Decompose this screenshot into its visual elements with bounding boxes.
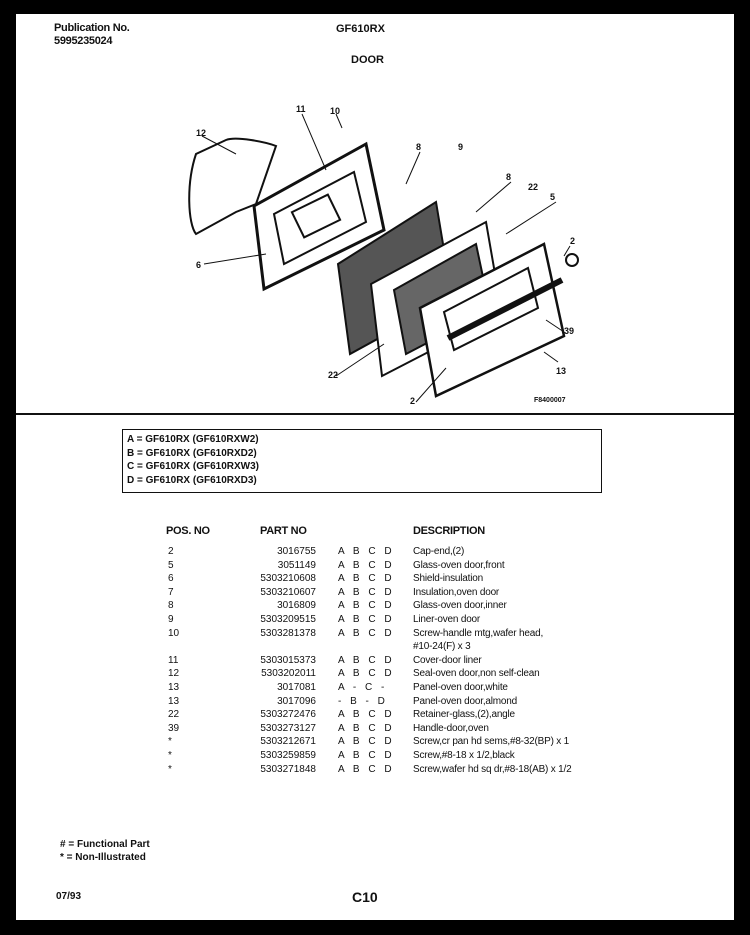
legend-entry: A = GF610RX (GF610RXW2)	[127, 434, 259, 445]
part-cell: 5303212671	[260, 736, 316, 748]
publication-number: 5995235024	[54, 35, 113, 47]
footnotes	[60, 838, 150, 864]
models-cell: A B C D	[338, 722, 395, 734]
legend-entry: C = GF610RX (GF610RXW3)	[127, 461, 259, 472]
page-number: C10	[352, 889, 378, 905]
svg-text:6: 6	[196, 260, 202, 270]
part-cell: 5303202011	[261, 668, 316, 680]
figure-code: F8400007	[534, 397, 566, 404]
parts-row	[16, 586, 734, 600]
section-title: DOOR	[351, 54, 384, 66]
part-cell: 5303209515	[260, 613, 316, 625]
column-header-description: DESCRIPTION	[413, 525, 485, 537]
parts-row	[16, 545, 734, 559]
pos-cell: 39	[168, 722, 180, 734]
description-cell: Handle-door,oven	[413, 722, 489, 734]
footnote-functional: # = Functional Part	[60, 839, 150, 850]
publication-label: Publication No.	[54, 22, 130, 34]
part-cell: 5303210607	[260, 586, 316, 598]
models-cell: A B C D	[338, 573, 395, 585]
description-cell: Insulation,oven door	[413, 586, 500, 598]
footer-date: 07/93	[56, 891, 82, 902]
section-divider	[16, 413, 734, 415]
models-cell: A B C D	[338, 668, 395, 680]
svg-text:9: 9	[458, 142, 464, 152]
column-header-pos: POS. NO	[166, 525, 210, 537]
models-cell: A B C D	[338, 709, 395, 721]
parts-row	[16, 559, 734, 573]
description-cell: Glass-oven door,front	[413, 559, 505, 571]
pos-cell: 13	[168, 695, 180, 707]
svg-text:2: 2	[570, 236, 576, 246]
parts-row	[16, 654, 734, 668]
publication-block	[54, 22, 130, 48]
parts-sheet	[16, 14, 734, 920]
svg-text:13: 13	[556, 366, 567, 376]
parts-row	[16, 681, 734, 695]
parts-row	[16, 613, 734, 627]
svg-text:2: 2	[410, 396, 416, 404]
svg-text:8: 8	[416, 142, 422, 152]
pos-cell: *	[168, 736, 172, 748]
models-cell: A B C D	[338, 559, 395, 571]
models-cell: - B - D	[338, 695, 388, 707]
part-cell: 3017096	[277, 695, 316, 707]
description-cell: Shield-insulation	[413, 573, 483, 585]
pos-cell: 9	[168, 613, 174, 625]
part-cell: 5303259859	[260, 749, 316, 761]
models-cell: A B C D	[338, 654, 395, 666]
parts-row	[16, 708, 734, 722]
part-cell: 3017081	[277, 681, 316, 693]
parts-row	[16, 763, 734, 777]
pos-cell: 13	[168, 681, 180, 693]
svg-text:5: 5	[550, 192, 556, 202]
description-cell: Screw,cr pan hd sems,#8-32(BP) x 1	[413, 736, 570, 748]
models-cell: A B C D	[338, 546, 395, 557]
description-cell: Liner-oven door	[413, 613, 481, 625]
column-header-part: PART NO	[260, 525, 307, 537]
description-cell: Screw,#8-18 x 1/2,black	[413, 749, 515, 761]
part-cell: 3016809	[277, 600, 316, 612]
parts-row	[16, 667, 734, 681]
part-cell: 5303281378	[260, 627, 316, 639]
parts-row	[16, 640, 734, 654]
part-cell: 5303210608	[260, 573, 316, 585]
parts-row	[16, 627, 734, 641]
models-cell: A B C D	[338, 736, 395, 748]
description-cell: Seal-oven door,non self-clean	[413, 668, 540, 680]
footnote-non-illustrated: * = Non-Illustrated	[60, 852, 146, 863]
description-cell: Cap-end,(2)	[413, 546, 465, 557]
model-title: GF610RX	[336, 23, 385, 35]
models-cell: A B C D	[338, 763, 395, 775]
legend-entry: B = GF610RX (GF610RXD2)	[127, 447, 257, 459]
parts-row	[16, 599, 734, 613]
parts-row	[16, 735, 734, 749]
pos-cell: 22	[168, 709, 180, 721]
description-cell: Screw-handle mtg,wafer head,	[413, 627, 544, 639]
models-cell: A B C D	[338, 613, 395, 625]
svg-text:39: 39	[564, 326, 575, 336]
parts-row	[16, 749, 734, 763]
parts-table	[16, 545, 734, 776]
model-legend-box	[122, 429, 602, 493]
description-cell: Screw,wafer hd sq dr,#8-18(AB) x 1/2	[413, 763, 572, 775]
svg-text:22: 22	[528, 182, 539, 192]
pos-cell: 2	[168, 546, 174, 557]
svg-text:11: 11	[296, 104, 306, 114]
part-cell: 5303015373	[260, 654, 316, 666]
models-cell: A B C D	[338, 627, 395, 639]
part-cell: 5303273127	[260, 722, 316, 734]
pos-cell: 11	[168, 654, 179, 666]
pos-cell: *	[168, 749, 172, 761]
models-cell: A B C D	[338, 586, 395, 598]
parts-row	[16, 695, 734, 709]
pos-cell: *	[168, 763, 172, 775]
pos-cell: 12	[168, 668, 180, 680]
exploded-door-diagram	[166, 84, 586, 404]
pos-cell: 10	[168, 627, 180, 639]
pos-cell: 8	[168, 600, 174, 612]
parts-row	[16, 572, 734, 586]
legend-entry: D = GF610RX (GF610RXD3)	[127, 474, 257, 486]
pos-cell: 7	[168, 586, 174, 598]
svg-text:8: 8	[506, 172, 512, 182]
pos-cell: 5	[168, 559, 174, 571]
description-cell: Cover-door liner	[413, 654, 482, 666]
models-cell: A B C D	[338, 600, 395, 612]
models-cell: A - C -	[338, 681, 388, 693]
description-cell: Retainer-glass,(2),angle	[413, 709, 515, 721]
door-seal-part	[189, 139, 276, 234]
part-cell: 5303272476	[260, 709, 316, 721]
description-cell: Panel-oven door,white	[413, 681, 508, 693]
part-cell: 3051149	[277, 559, 316, 571]
models-cell: A B C D	[338, 749, 395, 761]
svg-text:12: 12	[196, 128, 207, 138]
svg-text:22: 22	[328, 370, 339, 380]
parts-row	[16, 722, 734, 736]
description-cell: #10-24(F) x 3	[413, 641, 471, 653]
description-cell: Panel-oven door,almond	[413, 695, 518, 707]
part-cell: 5303271848	[260, 763, 316, 775]
svg-text:10: 10	[330, 106, 341, 116]
pos-cell: 6	[168, 573, 174, 585]
part-cell: 3016755	[277, 546, 316, 557]
description-cell: Glass-oven door,inner	[413, 600, 507, 612]
